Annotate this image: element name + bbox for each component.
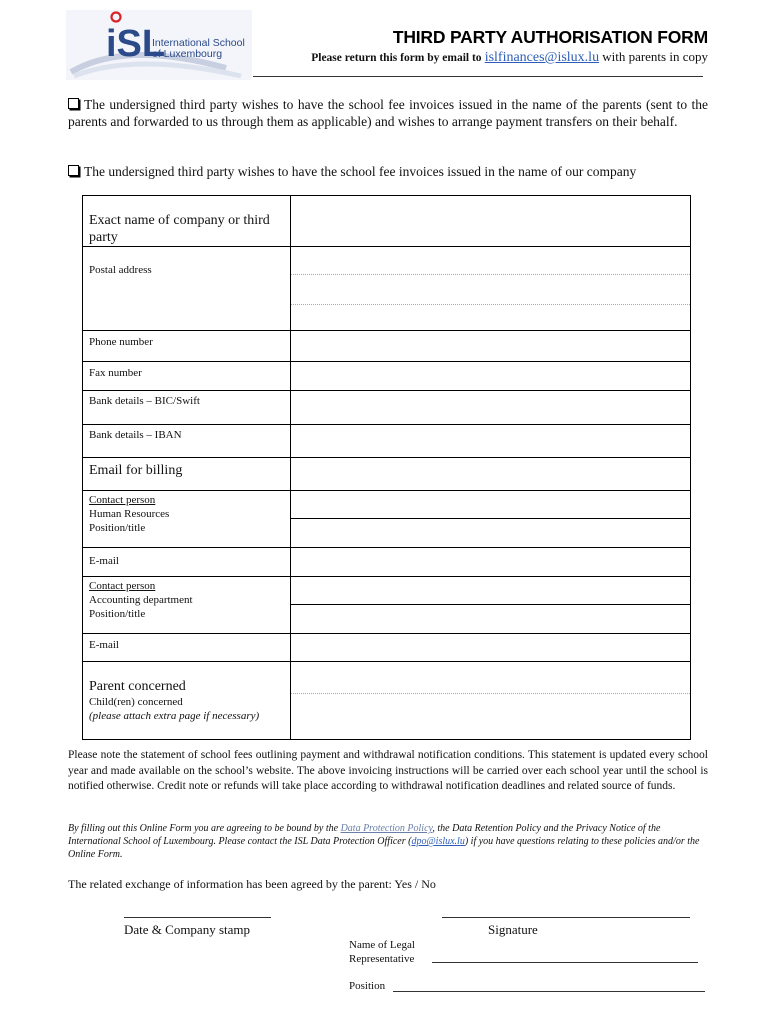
details-table bbox=[82, 195, 691, 740]
label-acc-contact: Contact person Accounting department Position/title bbox=[83, 577, 291, 634]
checkbox-company[interactable] bbox=[68, 165, 79, 176]
logo-line2: of Luxembourg bbox=[152, 48, 223, 60]
field-iban[interactable] bbox=[291, 425, 691, 458]
field-fax[interactable] bbox=[291, 362, 691, 391]
isl-logo bbox=[66, 10, 252, 80]
logo-letters: iSL bbox=[106, 23, 166, 65]
position-label: Position bbox=[349, 980, 386, 992]
field-postal-address[interactable] bbox=[291, 247, 691, 331]
field-hr-email[interactable] bbox=[291, 548, 691, 577]
form-title: THIRD PARTY AUTHORISATION FORM bbox=[392, 27, 708, 47]
return-suffix: with parents in copy bbox=[602, 49, 708, 64]
field-phone[interactable] bbox=[291, 331, 691, 362]
legal-rep-label: Name of Legal Representative bbox=[349, 939, 415, 965]
position-line[interactable] bbox=[393, 991, 705, 992]
fees-note: Please note the statement of school fees outlining payment and withdrawal notification conditions. This statement is updated every school year and made available on the school’s website. The above invoicing instructions will be carried over each school year until the school is notified otherwise. Credit note or refunds will take place according to withdrawal notification deadlines and related source of funds. bbox=[68, 749, 708, 792]
label-parent-children: Parent concerned Child(ren) concerned (please attach extra page if necessary) bbox=[83, 662, 291, 740]
signature-line bbox=[442, 917, 690, 918]
label-hr-contact: Contact person Human Resources Position/title bbox=[83, 491, 291, 548]
label-iban: Bank details – IBAN bbox=[83, 425, 291, 458]
label-postal-address: Postal address bbox=[83, 247, 291, 331]
option-company bbox=[68, 163, 708, 180]
label-acc-email: E-mail bbox=[83, 634, 291, 662]
header-rule bbox=[253, 76, 703, 77]
label-bic: Bank details – BIC/Swift bbox=[83, 391, 291, 425]
field-acc-contact[interactable] bbox=[291, 577, 691, 634]
legal-rep-line[interactable] bbox=[432, 962, 698, 963]
data-protection-policy-link[interactable]: Data Protection Policy bbox=[340, 823, 433, 834]
field-bic[interactable] bbox=[291, 391, 691, 425]
label-email-billing: Email for billing bbox=[83, 458, 291, 491]
logo-line1: International School bbox=[152, 37, 245, 49]
label-phone: Phone number bbox=[83, 331, 291, 362]
date-stamp-line bbox=[124, 917, 271, 918]
dpo-email-link[interactable]: dpo@islux.lu bbox=[411, 836, 465, 847]
field-email-billing[interactable] bbox=[291, 458, 691, 491]
field-acc-email[interactable] bbox=[291, 634, 691, 662]
field-hr-contact[interactable] bbox=[291, 491, 691, 548]
label-exact-name: Exact name of company or third party bbox=[83, 196, 291, 247]
privacy-notice: By filling out this Online Form you are agreeing to be bound by the Data Protection Policy, the Data Retention Policy and the Privacy Notice of the International School of Luxembourg. Please contact the ISL Data Protection Officer (dpo@islux.lu) if you have questions relating to these policies and/or the Online Form. bbox=[68, 823, 700, 860]
return-instructions bbox=[311, 49, 708, 66]
signature-label: Signature bbox=[488, 922, 538, 937]
option-company-text: The undersigned third party wishes to have the school fee invoices issued in the name of our company bbox=[84, 164, 637, 179]
field-parent-children[interactable] bbox=[291, 662, 691, 740]
parent-agreement: The related exchange of information has been agreed by the parent: Yes / No bbox=[68, 877, 436, 891]
option-parents-text: The undersigned third party wishes to have the school fee invoices issued in the name of the parents (sent to the parents and forwarded to us through them as applicable) and wishes to arrange payment transfers on their behalf. bbox=[68, 97, 708, 129]
return-prefix: Please return this form by email to bbox=[311, 52, 482, 64]
label-hr-email: E-mail bbox=[83, 548, 291, 577]
checkbox-parents[interactable] bbox=[68, 98, 79, 109]
option-parents bbox=[68, 96, 708, 130]
date-stamp-label: Date & Company stamp bbox=[124, 922, 251, 937]
label-fax: Fax number bbox=[83, 362, 291, 391]
finance-email-link[interactable]: islfinances@islux.lu bbox=[484, 50, 600, 65]
field-exact-name[interactable] bbox=[291, 196, 691, 247]
